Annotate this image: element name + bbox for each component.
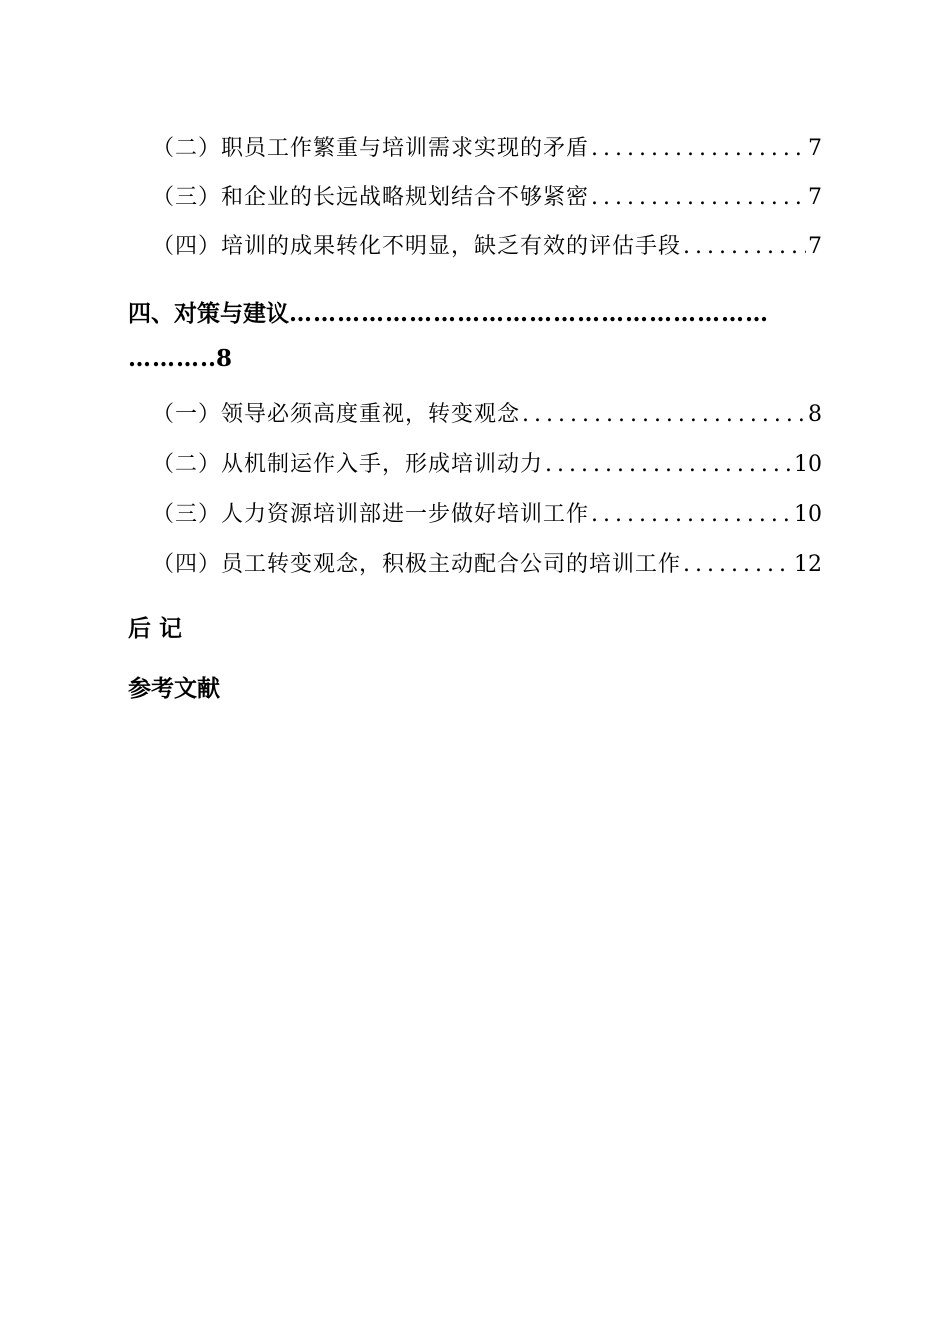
toc-leader-dots — [545, 452, 792, 477]
toc-entry-title: （四）员工转变观念，积极主动配合公司的培训工作 — [152, 552, 682, 577]
toc-entry[interactable] — [152, 547, 822, 587]
toc-entry-page: 7 — [808, 136, 822, 161]
toc-entry[interactable] — [152, 180, 822, 220]
toc-section-heading-continued[interactable] — [128, 345, 822, 372]
toc-section-title: 四、对策与建议 — [128, 300, 289, 327]
toc-entry-title: （一）领导必须高度重视，转变观念 — [152, 402, 521, 427]
toc-entry-page: 12 — [794, 552, 822, 577]
toc-references[interactable]: 参考文献 — [128, 675, 220, 702]
toc-entry-title: （三）和企业的长远战略规划结合不够紧密 — [152, 185, 590, 210]
toc-entry[interactable] — [152, 397, 822, 437]
toc-postscript[interactable]: 后 记 — [128, 615, 183, 642]
toc-entry[interactable] — [152, 131, 822, 171]
toc-entry-title: （三）人力资源培训部进一步做好培训工作 — [152, 502, 590, 527]
toc-entry[interactable] — [152, 447, 822, 487]
toc-leader-dots — [683, 552, 792, 577]
toc-entry-title: （二）职员工作繁重与培训需求实现的矛盾 — [152, 136, 590, 161]
toc-leader-dots — [522, 402, 806, 427]
toc-leader-dots — [591, 185, 806, 210]
toc-entry-page: 8 — [808, 402, 822, 427]
toc-leader-dots — [591, 502, 792, 527]
toc-leader-dots: ……… — [128, 345, 200, 372]
toc-entry[interactable] — [152, 229, 822, 269]
toc-entry-title: （四）培训的成果转化不明显，缺乏有效的评估手段 — [152, 234, 682, 259]
toc-entry-page: 10 — [794, 452, 822, 477]
toc-entry-page: 10 — [794, 502, 822, 527]
toc-section-heading[interactable] — [128, 295, 822, 328]
toc-entry-page: 7 — [808, 234, 822, 259]
toc-entry[interactable] — [152, 497, 822, 537]
toc-section-page: ..8 — [200, 345, 233, 372]
toc-leader-dots: …………………………………………………… — [289, 300, 769, 327]
toc-entry-page: 7 — [808, 185, 822, 210]
toc-entry-title: （二）从机制运作入手，形成培训动力 — [152, 452, 544, 477]
toc-leader-dots — [683, 234, 806, 259]
toc-leader-dots — [591, 136, 806, 161]
